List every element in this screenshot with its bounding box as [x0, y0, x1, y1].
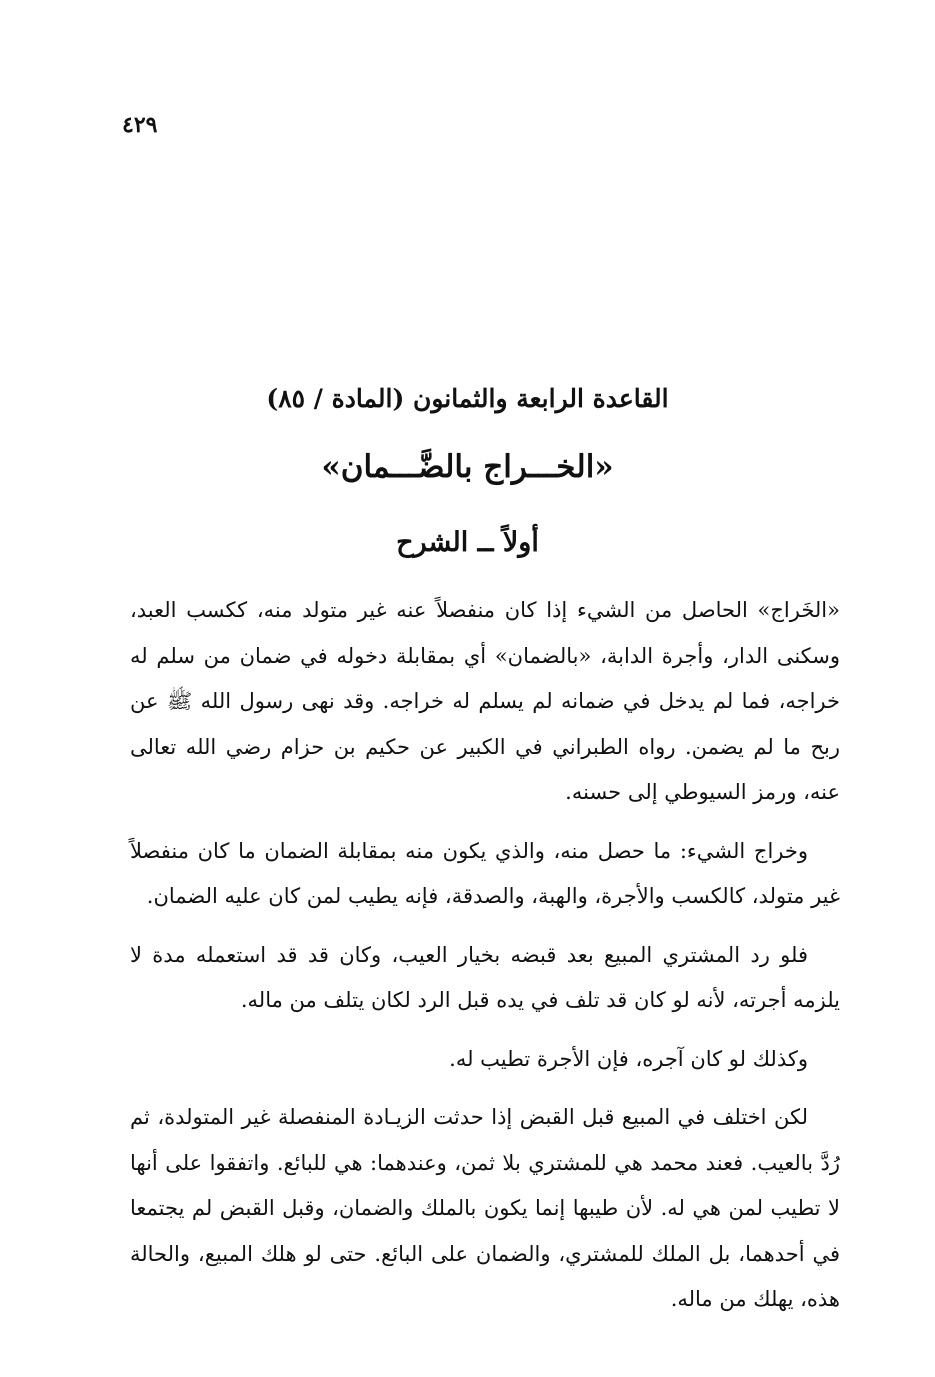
paragraph-lease-example: وكذلك لو كان آجره، فإن الأجرة تطيب له. — [449, 1046, 808, 1071]
rule-heading: القاعدة الرابعة والثمانون (المادة / ٨٥) — [266, 384, 669, 413]
paragraph-disagreement: لكن اختلف في المبيع قبل القبض إذا حدثت الزيـادة المنفصلة غير المتولدة، ثم رُدَّ بالعيب. فعند محمد هي للمشتري بلا ثمن، وعندهما: هي للبائع. واتفقوا على أنها لا تطيب لمن هي له. لأن طيبها إنما يكون بالملك والضمان، وقبل القبض لم يجتمعا في أحدهما، بل الملك للمشتري، والضمان على البائع. حتى لو هلك المبيع، والحالة هذه، يهلك من ماله. — [130, 1105, 840, 1311]
rule-title: «الخـــراج بالضَّـــمان» — [321, 449, 614, 485]
section-heading: أولاً ــ الشرح — [396, 527, 539, 558]
paragraph-explanation: «الخَراج» الحاصل من الشيء إذا كان منفصلاً عنه غير متولد منه، ككسب العبد، وسكنى الدار، وأجرة الدابة، «بالضمان» أي بمقابلة دخوله في ضمان من سلم له خراجه، فما لم يدخل في ضمانه لم يسلم له خراجه. وقد نهى رسول الله ﷺ عن ربح ما لم يضمن. رواه الطبراني في الكبير عن حكيم بن حزام رضي الله تعالى عنه، ورمز السيوطي إلى حسنه. — [130, 598, 841, 804]
paragraph-kharaj-definition: وخراج الشيء: ما حصل منه، والذي يكون منه بمقابلة الضمان ما كان منفصلاً غير متولد، كالكسب والأجرة، والهبة، والصدقة، فإنه يطيب لمن كان عليه الضمان. — [130, 838, 840, 908]
body-text — [130, 588, 840, 1336]
page-number: ٤٢٩ — [122, 112, 158, 138]
paragraph-return-example: فلو رد المشتري المبيع بعد قبضه بخيار العيب، وكان قد قد استعمله مدة لا يلزمه أجرته، لأنه لو كان قد تلف في يده قبل الرد لكان يتلف من ماله. — [130, 942, 840, 1012]
